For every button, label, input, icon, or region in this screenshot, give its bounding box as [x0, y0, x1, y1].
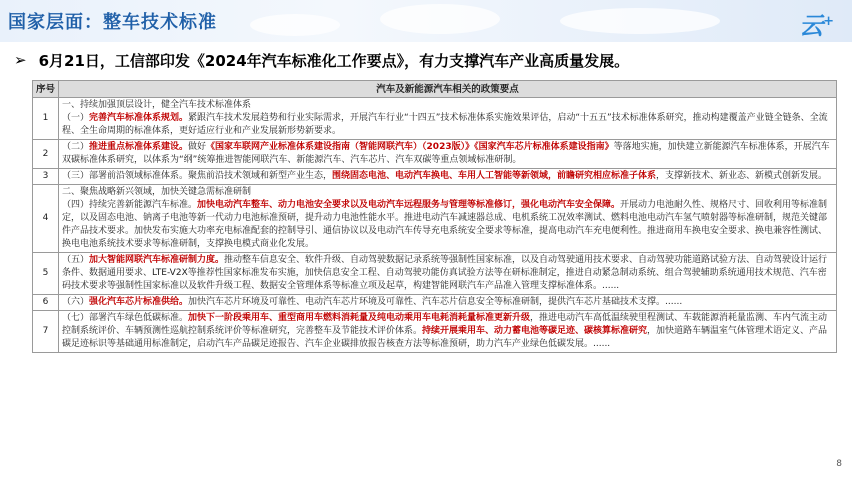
page-title: 国家层面：整车技术标准 — [8, 12, 217, 33]
cloud-decoration — [250, 14, 340, 36]
item-prefix: （五） — [62, 255, 90, 265]
row-content — [59, 140, 837, 169]
row-number: 6 — [33, 295, 59, 311]
item-text: 做好 — [188, 142, 207, 152]
cloud-decoration — [560, 8, 720, 34]
table-row — [33, 98, 837, 140]
item-text: 推动整车信息安全、软件升级、自动驾驶数据记录系统等强制性国家标准，以及自动驾驶通用技术要求、自动驾驶功能道路试验方法、自动驾驶设计运行条件、数据通用要求、LTE-V2X等推荐性国家标准发布实施，加快信息安全工程、自动驾驶功能仿真试验方法等在研标准制定，推进自动紧急制动系统、组合驾驶辅助系统通用技术规范、汽车密码技术要求等强制性国家标准以及软件升级工程、数据安全管理体系等标准立项及起草，构建智能网联汽车产品准入管理支撑标准体系。...... — [62, 255, 828, 291]
row-content — [59, 311, 837, 353]
subtitle-row — [14, 48, 629, 72]
cloud-decoration — [380, 4, 500, 34]
policy-table — [32, 80, 837, 353]
item-highlight: 加快电动汽车整车、动力电池安全要求以及电动汽车远程服务与管理等标准修订，强化电动汽车安全保障。 — [197, 200, 621, 210]
row-number: 3 — [33, 169, 59, 185]
item-prefix: （一） — [62, 113, 90, 123]
item-text: 开展动力电池耐久性、规格尺寸、回收利用等标准制定，以及固态电池、钠离子电池等新一代动力电池标准预研，提升动力电池性能水平。推进电动汽车减速器总成、电机系统工况效率测试、燃料电池电动汽车氢气喷射器等标准研制，规范关键部件产品技术要求。加快发布实施大功率充电标准配套的控制导引、通信协议以及电动汽车传导充电系统安全要求等标准，提高电动汽车充电便利性。推进商用车换电安全要求、换电兼容性测试、换电电池系统技术要求等标准研制，支撑换电模式商业化发展。 — [62, 200, 828, 249]
item-text: ，加快道路车辆温室气体管理术语定义、产品碳足迹标识等基础通用标准制定，启动汽车产品碳足迹报告、汽车企业碳排放报告核查方法等标准预研，助力汽车产业绿色低碳发展。...... — [62, 326, 828, 349]
item-text: 加快汽车芯片环境及可靠性、电动汽车芯片环境及可靠性、汽车芯片信息安全等标准研制，提供汽车芯片基础技术支撑。...... — [188, 297, 683, 307]
row-content — [59, 169, 837, 185]
page-number: 8 — [836, 459, 842, 469]
logo-text: 云 — [799, 12, 824, 40]
section-heading: 二、聚焦战略新兴领域，加快关键急需标准研制 — [62, 187, 252, 197]
item-text: ，支撑新技术、新业态、新模式创新发展。 — [656, 171, 828, 181]
table-row — [33, 140, 837, 169]
item-highlight: 加快下一阶段乘用车、重型商用车燃料消耗量及纯电动乘用车电耗消耗量标准更新升级 — [188, 313, 531, 323]
item-text: （四）持续完善新能源汽车标准。 — [62, 200, 198, 210]
subtitle: 6月21日，工信部印发《2024年汽车标准化工作要点》，有力支撑汽车产业高质量发展。 — [38, 51, 630, 70]
item-text: （三）部署前沿领域标准体系。聚焦前沿技术领域和新型产业生态， — [62, 171, 333, 181]
row-number: 4 — [33, 185, 59, 253]
arrow-bullet-icon: ➢ — [14, 51, 27, 69]
table-row — [33, 185, 837, 253]
table-row — [33, 169, 837, 185]
row-content — [59, 98, 837, 140]
table-header-row — [33, 81, 837, 98]
brand-logo — [799, 6, 834, 41]
item-highlight: 强化汽车芯片标准供给。 — [89, 297, 189, 307]
item-highlight: 《国家车联网产业标准体系建设指南（智能网联汽车）（2023版）》《国家汽车芯片标准体系建设指南》 — [206, 142, 614, 152]
item-text: 紧跟汽车技术发展趋势和行业实际需求，开展汽车行业“十四五”技术标准体系实施效果评估，启动“十五五”技术标准体系研究，推动构建覆盖产业链全链条、全流程、全生命周期的标准体系，更好适应行业和产业发展新形势新要求。 — [62, 113, 828, 136]
row-number: 5 — [33, 253, 59, 295]
row-number: 2 — [33, 140, 59, 169]
item-highlight: 持续开展乘用车、动力蓄电池等碳足迹、碳核算标准研究 — [422, 326, 648, 336]
row-content — [59, 253, 837, 295]
table-row — [33, 253, 837, 295]
section-heading: 一、持续加强顶层设计，健全汽车技术标准体系 — [62, 100, 252, 110]
row-content — [59, 295, 837, 311]
header-policy: 汽车及新能源汽车相关的政策要点 — [59, 81, 837, 98]
item-text: （七）部署汽车绿色低碳标准。 — [62, 313, 189, 323]
row-number: 1 — [33, 98, 59, 140]
item-prefix: （二） — [62, 142, 90, 152]
row-number: 7 — [33, 311, 59, 353]
item-text: 等落地实施，加快建立新能源汽车标准体系，开展汽车双碳标准体系研究，以体系为“纲”统筹推进智能网联汽车、新能源汽车、汽车芯片、汽车双碳等重点领域标准研制。 — [62, 142, 830, 165]
item-highlight: 推进重点标准体系建设。 — [89, 142, 189, 152]
item-highlight: 加大智能网联汽车标准研制力度。 — [89, 255, 225, 265]
table-row — [33, 311, 837, 353]
logo-plus: + — [823, 14, 834, 29]
row-content — [59, 185, 837, 253]
item-prefix: （六） — [62, 297, 90, 307]
item-highlight: 围绕固态电池、电动汽车换电、车用人工智能等新领域，前瞻研究相应标准子体系 — [332, 171, 657, 181]
header-seq: 序号 — [33, 81, 59, 98]
item-highlight: 完善汽车标准体系规划。 — [89, 113, 189, 123]
item-text: ，推进电动汽车高低温续驶里程测试、车载能源消耗量监测、车内气流主动控制系统评价、车辆预测性巡航控制系统评价等标准研究，完善整车及节能技术评价体系。 — [62, 313, 828, 336]
table-row — [33, 295, 837, 311]
